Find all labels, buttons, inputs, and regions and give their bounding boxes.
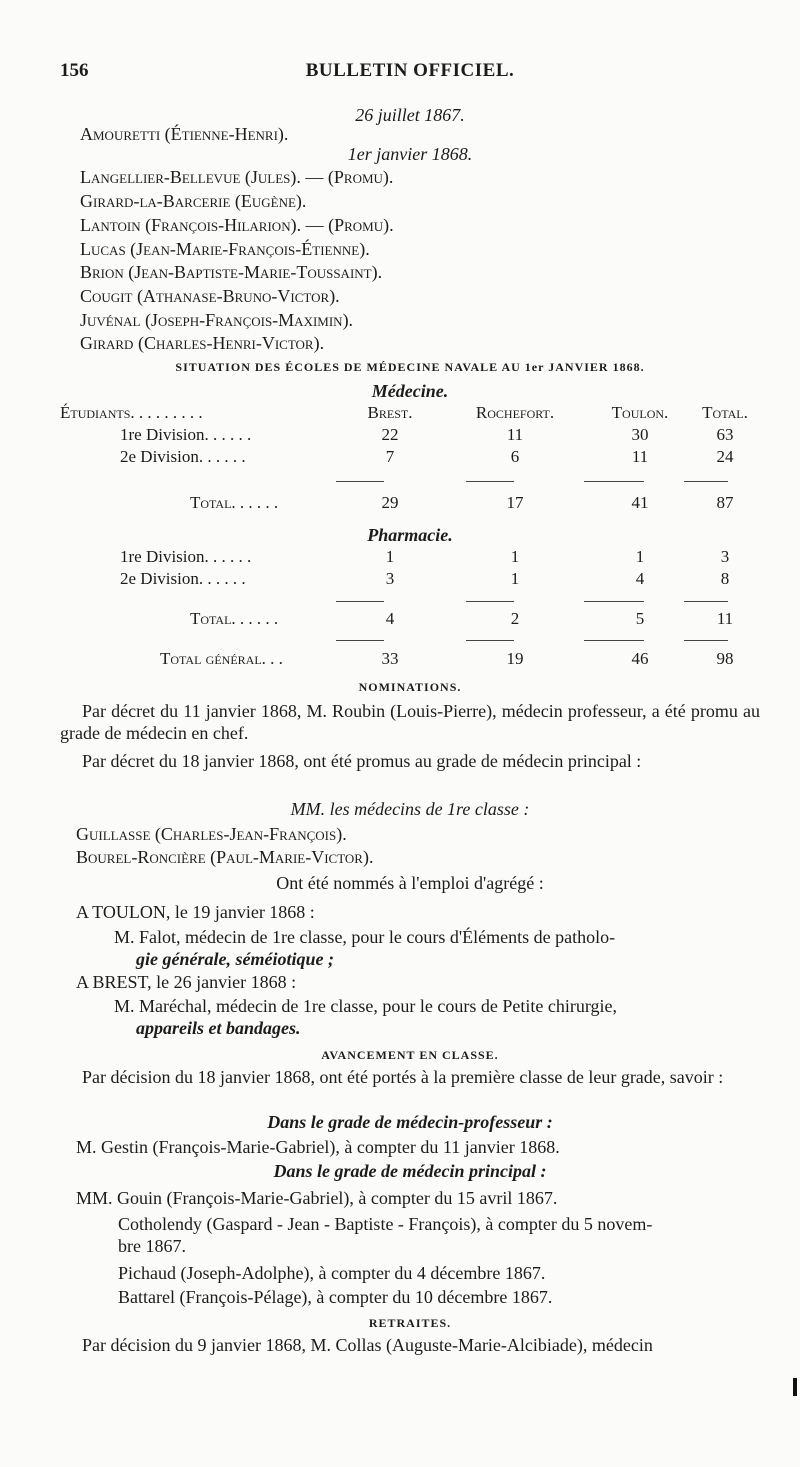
paragraph: Par décision du 18 janvier 1868, ont été portés à la première classe de leur grade, savoir : xyxy=(82,1067,724,1087)
nomination-entry: M. Falot, médecin de 1re classe, pour le cours d'Éléments de patholo- xyxy=(114,927,616,947)
table-cell: 22 xyxy=(381,425,399,444)
table-cell: Total. . . . . . xyxy=(190,609,279,628)
table-cell: 1 xyxy=(510,547,520,566)
nomination-entry: M. Maréchal, médecin de 1re classe, pour le cours de Petite chirurgie, xyxy=(114,996,617,1016)
table-cell: 8 xyxy=(720,569,730,588)
name-entry: Bourel-Roncière (Paul-Marie-Victor). xyxy=(76,847,374,867)
table-cell: Total. . . . . . xyxy=(190,493,279,512)
section-heading: Pharmacie. xyxy=(367,525,453,545)
advancement-entry: Battarel (François-Pélage), à compter du 10 décembre 1867. xyxy=(118,1287,553,1307)
table-cell: Total général. . . xyxy=(160,649,283,668)
subheading: Dans le grade de médecin principal : xyxy=(273,1161,547,1181)
sum-rule xyxy=(336,640,384,641)
name-entry: Lantoin (François-Hilarion). — (Promu). xyxy=(80,215,394,235)
table-cell: 7 xyxy=(385,447,395,466)
table-cell: 17 xyxy=(506,493,524,512)
name-entry: Cougit (Athanase-Bruno-Victor). xyxy=(80,286,340,306)
table-cell: 6 xyxy=(510,447,520,466)
date-line: 1er janvier 1868. xyxy=(347,144,473,164)
advancement-entry: MM. Gouin (François-Marie-Gabriel), à compter du 15 avril 1867. xyxy=(76,1188,558,1208)
table-row xyxy=(60,446,760,468)
table-cell: 4 xyxy=(385,609,395,628)
section-heading: Médecine. xyxy=(371,381,449,401)
table-row xyxy=(60,424,760,446)
table-cell: 11 xyxy=(716,609,734,628)
table-cell: 4 xyxy=(635,569,645,588)
place-heading: A BREST, le 26 janvier 1868 : xyxy=(76,972,297,992)
name-entry: Guillasse (Charles-Jean-François). xyxy=(76,824,347,844)
scan-mark xyxy=(793,1378,797,1396)
sum-rule xyxy=(584,640,644,641)
sum-rule xyxy=(466,481,514,482)
table-title: SITUATION DES ÉCOLES DE MÉDECINE NAVALE AU 1er JANVIER 1868. xyxy=(175,360,645,374)
paragraph: Par décision du 9 janvier 1868, M. Collas (Auguste-Marie-Alcibiade), médecin xyxy=(82,1335,653,1355)
name-entry: Lucas (Jean-Marie-François-Étienne). xyxy=(80,239,370,259)
advancement-entry: M. Gestin (François-Marie-Gabriel), à compter du 11 janvier 1868. xyxy=(76,1137,560,1157)
subheading: MM. les médecins de 1re classe : xyxy=(290,799,530,819)
advancement-entry: Cotholendy (Gaspard - Jean - Baptiste - François), à compter du 5 novem- xyxy=(118,1214,653,1234)
name-entry: Brion (Jean-Baptiste-Marie-Toussaint). xyxy=(80,262,383,282)
section-heading: AVANCEMENT EN CLASSE. xyxy=(321,1048,499,1062)
paragraph: Par décret du 18 janvier 1868, ont été promus au grade de médecin principal : xyxy=(82,751,642,771)
table-row xyxy=(60,568,760,590)
stats-total-pharmacie xyxy=(60,608,760,630)
date-line: 26 juillet 1867. xyxy=(355,105,465,125)
section-heading: NOMINATIONS. xyxy=(358,680,462,694)
table-total-row xyxy=(60,492,760,514)
table-cell: 1 xyxy=(510,569,520,588)
name-entry: Juvénal (Joseph-François-Maximin). xyxy=(80,310,354,330)
sum-rule xyxy=(584,481,644,482)
table-cell: 3 xyxy=(720,547,730,566)
sum-rule xyxy=(466,601,514,602)
name-entry: Girard-la-Barcerie (Eugène). xyxy=(80,191,307,211)
table-header: Total. xyxy=(702,403,748,422)
table-cell: 1 xyxy=(635,547,645,566)
page-number: 156 xyxy=(60,60,89,81)
table-total-row xyxy=(60,608,760,630)
table-cell: 29 xyxy=(381,493,399,512)
table-cell: 19 xyxy=(506,649,524,668)
page-header xyxy=(60,60,760,84)
sum-rule xyxy=(684,640,728,641)
table-cell: 87 xyxy=(716,493,734,512)
stats-table-pharmacie xyxy=(60,546,760,590)
table-header: Étudiants. . . . . . . . . xyxy=(60,403,203,422)
name-entry: Girard (Charles-Henri-Victor). xyxy=(80,333,325,353)
table-row xyxy=(60,546,760,568)
stats-general-total xyxy=(60,648,760,670)
table-header: Rochefort. xyxy=(475,403,555,422)
table-cell: 24 xyxy=(716,447,734,466)
table-cell: 2 xyxy=(510,609,520,628)
stats-total-medecine xyxy=(60,492,760,514)
table-header: Toulon. xyxy=(611,403,669,422)
sum-rule xyxy=(336,481,384,482)
table-cell: 1 xyxy=(385,547,395,566)
place-heading: A TOULON, le 19 janvier 1868 : xyxy=(76,902,315,922)
stats-table-medecine xyxy=(60,402,760,468)
table-cell: 63 xyxy=(716,425,734,444)
table-cell: 11 xyxy=(631,447,649,466)
advancement-entry: Pichaud (Joseph-Adolphe), à compter du 4 décembre 1867. xyxy=(118,1263,546,1283)
table-cell: 1re Division. . . . . . xyxy=(120,547,252,566)
table-cell: 41 xyxy=(631,493,649,512)
subheading: Dans le grade de médecin-professeur : xyxy=(267,1112,553,1132)
name-entry: Amouretti (Étienne-Henri). xyxy=(80,124,289,144)
advancement-entry-cont: bre 1867. xyxy=(118,1236,186,1256)
name-entry: Langellier-Bellevue (Jules). — (Promu). xyxy=(80,167,394,187)
table-cell: 33 xyxy=(381,649,399,668)
paragraph: Par décret du 11 janvier 1868, M. Roubin (Louis-Pierre), médecin professeur, a été promu au grade de médecin en chef. xyxy=(60,701,760,743)
table-header: Brest. xyxy=(367,403,413,422)
nomination-entry-cont: appareils et bandages. xyxy=(136,1018,301,1038)
table-cell: 1re Division. . . . . . xyxy=(120,425,252,444)
nomination-entry-cont: gie générale, séméiotique ; xyxy=(136,949,334,969)
table-cell: 46 xyxy=(631,649,649,668)
table-cell: 11 xyxy=(506,425,524,444)
table-cell: 2e Division. . . . . . xyxy=(120,447,246,466)
sum-rule xyxy=(684,481,728,482)
table-total-row xyxy=(60,648,760,670)
sum-rule xyxy=(466,640,514,641)
sum-rule xyxy=(336,601,384,602)
table-cell: 2e Division. . . . . . xyxy=(120,569,246,588)
table-cell: 5 xyxy=(635,609,645,628)
sum-rule xyxy=(684,601,728,602)
table-cell: 3 xyxy=(385,569,395,588)
running-title: BULLETIN OFFICIEL. xyxy=(305,60,515,81)
subheading: Ont été nommés à l'emploi d'agrégé : xyxy=(276,873,544,893)
table-header-row xyxy=(60,402,760,424)
section-heading: RETRAITES. xyxy=(368,1316,452,1330)
sum-rule xyxy=(584,601,644,602)
table-cell: 30 xyxy=(631,425,649,444)
table-cell: 98 xyxy=(716,649,734,668)
